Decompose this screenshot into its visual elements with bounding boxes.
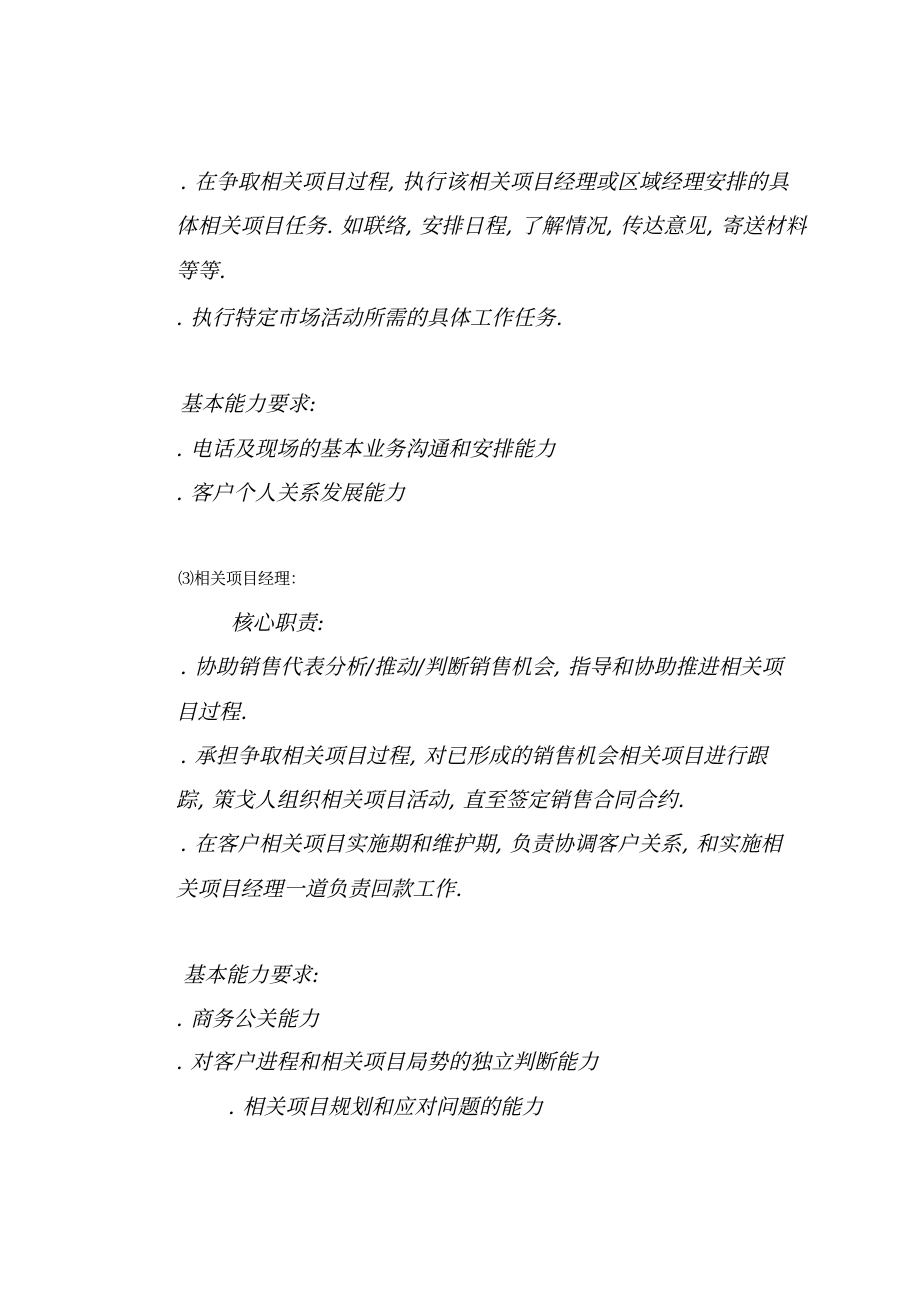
list-item: . 相关项目规划和应对问题的能力 <box>228 1095 544 1119</box>
paragraph-line: . 执行特定市场活动所需的具体工作任务. <box>176 306 564 330</box>
list-item: . 电话及现场的基本业务沟通和安排能力 <box>176 437 556 461</box>
paragraph-line: 目过程. <box>176 700 248 724</box>
section-heading: ⑶相关项目经理： <box>178 569 307 588</box>
paragraph-line: 踪, 策戈人组织相关项目活动, 直至签定销售合同合约. <box>176 788 685 812</box>
section-title: 基本能力要求: <box>180 392 317 416</box>
paragraph-line: 关项目经理一道负责回款工作. <box>176 877 463 901</box>
paragraph-line: . 协助销售代表分析/推动/判断销售机会, 指导和协助推进相关项 <box>180 655 783 679</box>
paragraph-line: . 承担争取相关项目过程, 对已形成的销售机会相关项目进行跟 <box>180 744 768 768</box>
paragraph-line: 体相关项目任务. 如联络, 安排日程, 了解情况, 传达意见, 寄送材料 <box>176 214 807 238</box>
list-item: . 客户个人关系发展能力 <box>176 481 406 505</box>
paragraph-line: . 在争取相关项目过程, 执行该相关项目经理或区域经理安排的具 <box>180 170 790 194</box>
paragraph-line: . 在客户相关项目实施期和维护期, 负责协调客户关系, 和实施相 <box>180 832 783 856</box>
list-item: . 对客户进程和相关项目局势的独立判断能力 <box>176 1050 599 1074</box>
section-title: 基本能力要求: <box>183 963 320 987</box>
paragraph-line: 等等. <box>176 259 227 283</box>
list-item: . 商务公关能力 <box>176 1007 320 1031</box>
section-title: 核心职责: <box>231 611 325 635</box>
